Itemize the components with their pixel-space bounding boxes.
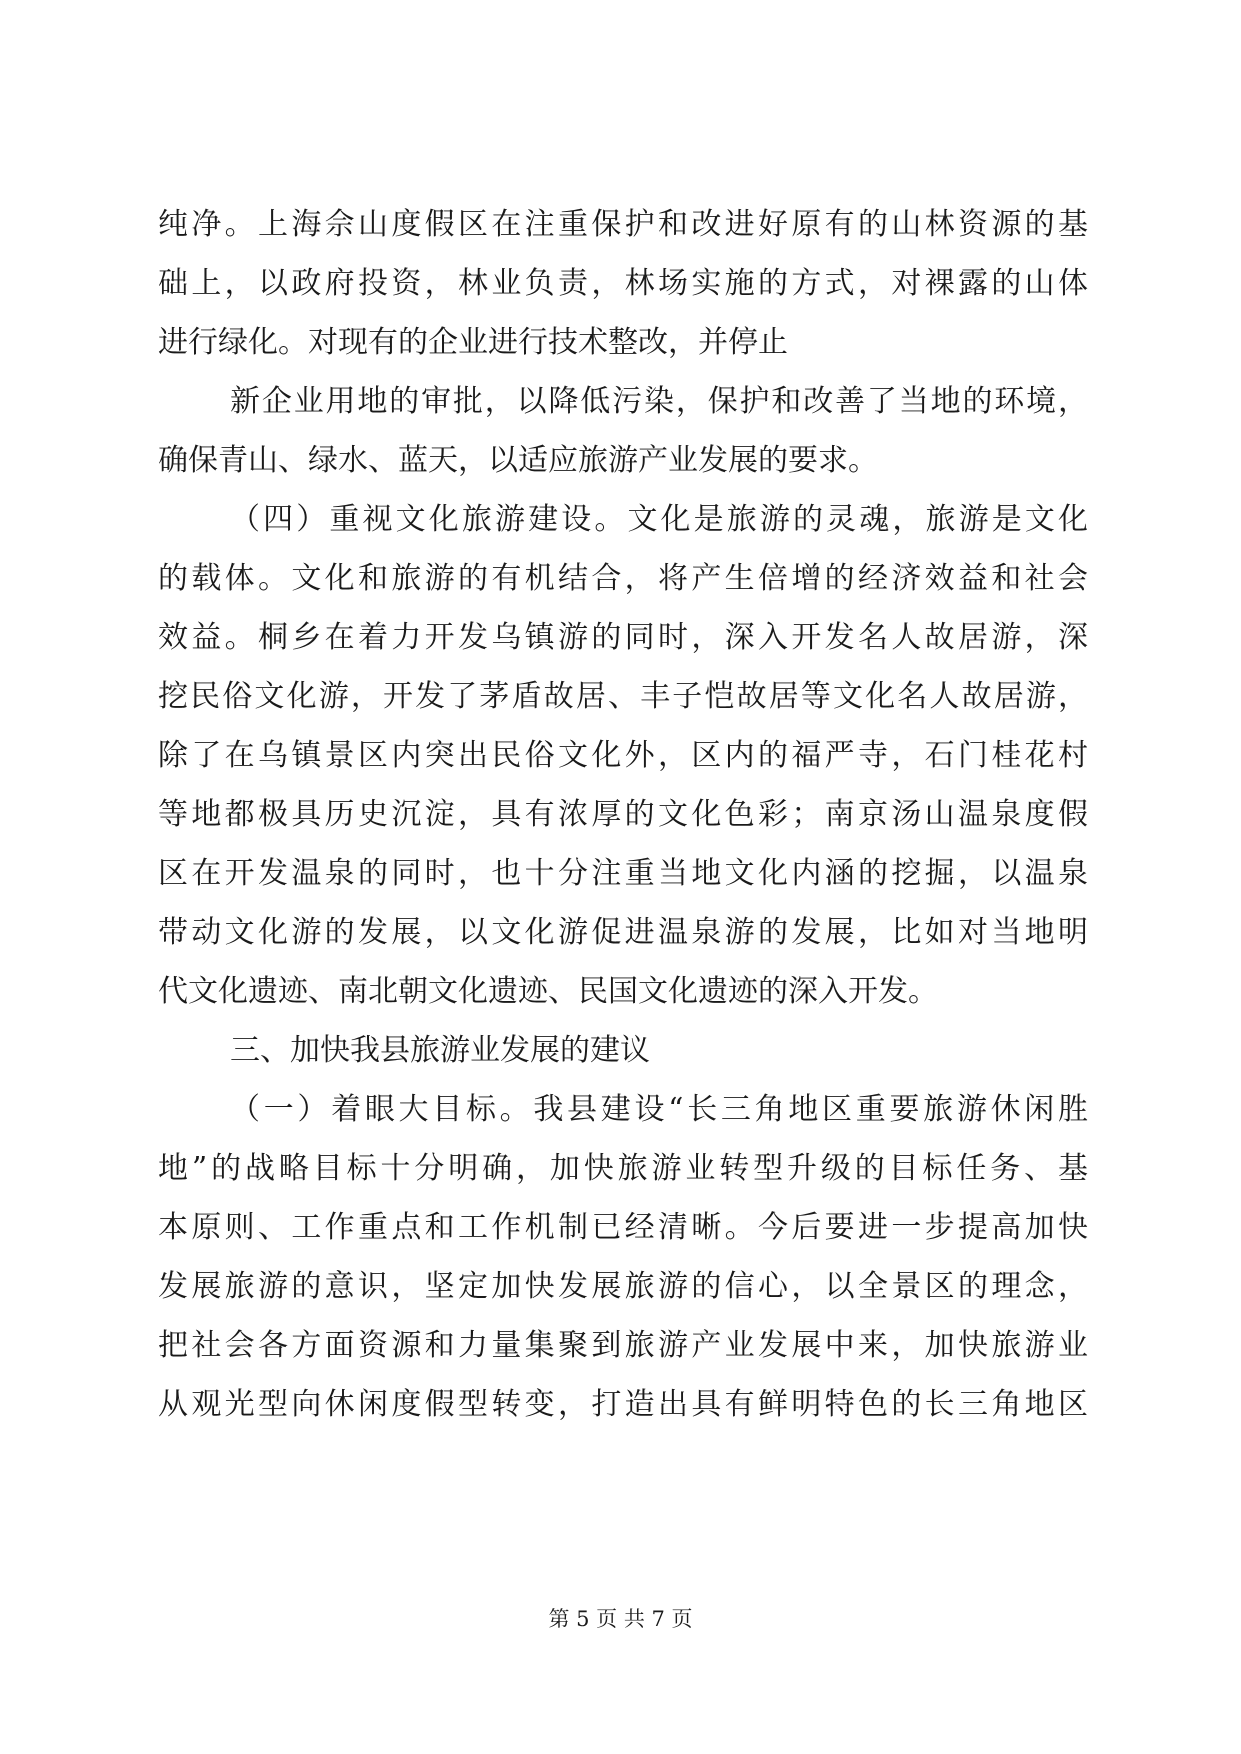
text-line: 新企业用地的审批，以降低污染，保护和改善了当地的环境， <box>230 384 1088 419</box>
text-line: 效益。桐乡在着力开发乌镇游的同时，深入开发名人故居游，深 <box>158 620 1088 655</box>
text-line: 挖民俗文化游，开发了茅盾故居、丰子恺故居等文化名人故居游， <box>158 679 1088 714</box>
text-line: 础上，以政府投资，林业负责，林场实施的方式，对裸露的山体 <box>158 266 1088 301</box>
text-line: （四）重视文化旅游建设。文化是旅游的灵魂，旅游是文化 <box>230 502 1088 537</box>
text-line: 确保青山、绿水、蓝天，以适应旅游产业发展的要求。 <box>158 443 878 478</box>
page-number-footer: 第 5 页 共 7 页 <box>548 1607 693 1631</box>
text-line: 代文化遗迹、南北朝文化遗迹、民国文化遗迹的深入开发。 <box>158 974 938 1009</box>
text-line: 的载体。文化和旅游的有机结合，将产生倍增的经济效益和社会 <box>158 561 1088 596</box>
text-line: 除了在乌镇景区内突出民俗文化外，区内的福严寺，石门桂花村 <box>158 738 1088 773</box>
text-line: 带动文化游的发展，以文化游促进温泉游的发展，比如对当地明 <box>158 915 1088 950</box>
text-line: 从观光型向休闲度假型转变，打造出具有鲜明特色的长三角地区 <box>158 1387 1088 1422</box>
text-line: 发展旅游的意识，坚定加快发展旅游的信心，以全景区的理念， <box>158 1269 1088 1304</box>
section-heading: 三、加快我县旅游业发展的建议 <box>230 1033 650 1068</box>
text-line: 本原则、工作重点和工作机制已经清晰。今后要进一步提高加快 <box>158 1210 1088 1245</box>
text-line: 等地都极具历史沉淀，具有浓厚的文化色彩；南京汤山温泉度假 <box>158 797 1088 832</box>
text-line: 区在开发温泉的同时，也十分注重当地文化内涵的挖掘，以温泉 <box>158 856 1088 891</box>
text-line: 把社会各方面资源和力量集聚到旅游产业发展中来，加快旅游业 <box>158 1328 1088 1363</box>
text-line: 纯净。上海佘山度假区在注重保护和改进好原有的山林资源的基 <box>158 207 1088 242</box>
text-line: 地”的战略目标十分明确，加快旅游业转型升级的目标任务、基 <box>158 1151 1088 1186</box>
text-line: （一）着眼大目标。我县建设“长三角地区重要旅游休闲胜 <box>230 1092 1088 1127</box>
text-line: 进行绿化。对现有的企业进行技术整改，并停止 <box>158 325 788 360</box>
